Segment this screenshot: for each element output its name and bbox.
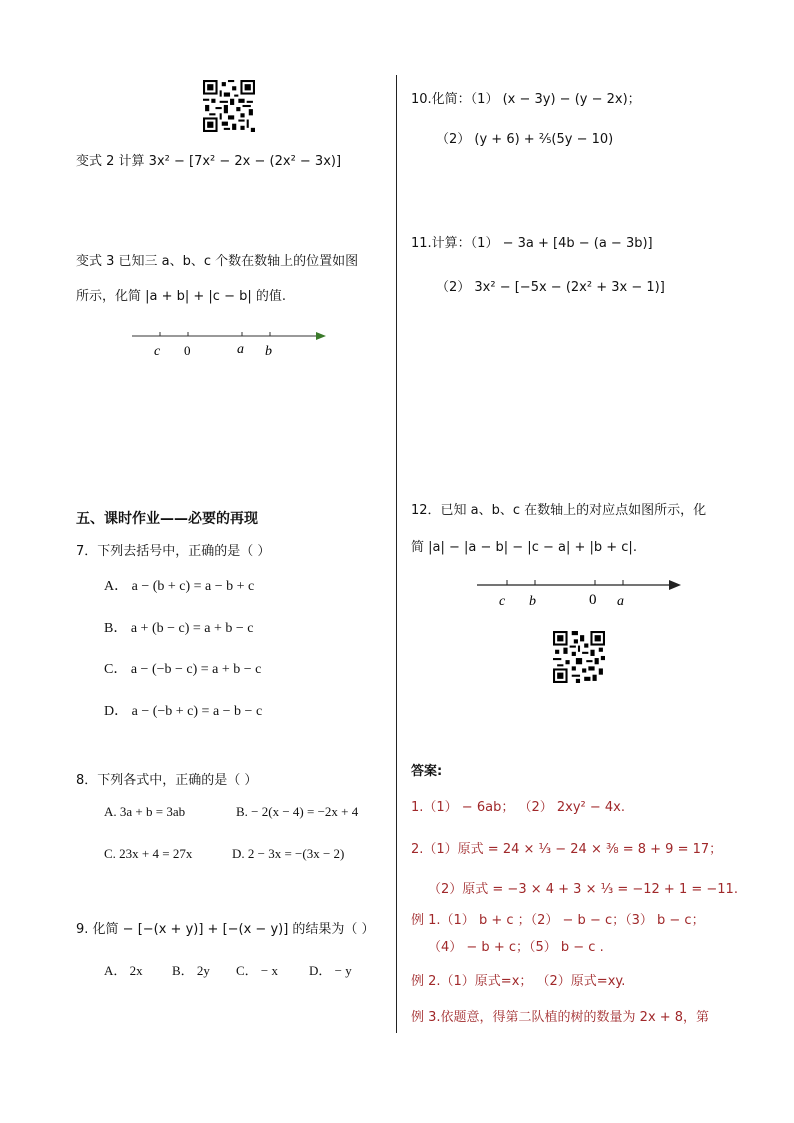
column-divider [396, 75, 397, 1033]
q12-line1: 12．已知 a、b、c 在数轴上的对应点如图所示，化 [411, 503, 707, 518]
q7-option-a: A． a − (b + c) = a − b + c [104, 579, 255, 594]
nl2-label-a: a [617, 594, 624, 609]
answer-1: 1.（1） − 6ab； （2） 2xy² − 4x. [411, 800, 625, 815]
q7-option-c: C． a − (−b − c) = a + b − c [104, 662, 262, 677]
q8-option-b: B. − 2(x − 4) = −2x + 4 [236, 804, 359, 819]
q8-stem: 8．下列各式中，正确的是（ ） [76, 773, 258, 788]
variant2-text: 变式 2 计算 3x² − [7x² − 2x − (2x² − 3x)] [76, 154, 342, 169]
qr-code-icon [203, 80, 255, 132]
q9-option-d: D． − y [309, 963, 352, 978]
variant3-line2: 所示，化简 |a + b| + |c − b| 的值. [76, 289, 287, 304]
q7-option-d: D． a − (−b + c) = a − b − c [104, 704, 263, 719]
number-line-1 [130, 325, 330, 365]
q12-line2: 简 |a| − |a − b| − |c − a| + |b + c|. [411, 540, 637, 555]
q9-option-c: C． − x [236, 963, 279, 978]
q8-option-c: C. 23x + 4 = 27x [104, 846, 193, 861]
nl2-label-c: c [499, 594, 506, 609]
q10-part2: （2） (y + 6) + ⅖(5y − 10) [436, 132, 614, 147]
number-line-2 [475, 575, 685, 615]
answer-2-part1: 2.（1）原式 = 24 × ⅓ − 24 × ⅜ = 8 + 9 = 17； [411, 842, 723, 857]
nl2-label-0: 0 [589, 592, 597, 608]
q9-option-a: A． 2x [104, 963, 143, 978]
q10-part1: 10.化简：（1） (x − 3y) − (y − 2x)； [411, 92, 641, 107]
variant3-line1: 变式 3 已知三 a、b、c 个数在数轴上的位置如图 [76, 254, 359, 269]
arrow-icon [316, 332, 326, 340]
example-3: 例 3.依题意，得第二队植的树的数量为 2x + 8，第 [411, 1010, 710, 1025]
q7-option-b: B． a + (b − c) = a + b − c [104, 621, 254, 636]
qr-code-icon [553, 631, 605, 683]
section-title: 五、课时作业——必要的再现 [76, 511, 258, 527]
example-2: 例 2.（1）原式=x； （2）原式=xy. [411, 974, 626, 989]
q7-stem: 7．下列去括号中，正确的是（ ） [76, 544, 271, 559]
q9-option-b: B． 2y [172, 963, 210, 978]
q11-part2: （2） 3x² − [−5x − (2x² + 3x − 1)] [436, 280, 665, 295]
example-1-line2: （4） − b + c；（5） b − c . [428, 940, 604, 955]
nl1-label-a: a [237, 342, 244, 357]
nl2-label-b: b [529, 594, 536, 609]
nl1-label-c: c [154, 344, 161, 359]
nl1-label-b: b [265, 344, 272, 359]
q11-part1: 11.计算：（1） − 3a + [4b − (a − 3b)] [411, 236, 653, 251]
q8-option-a: A. 3a + b = 3ab [104, 804, 186, 819]
q8-option-d: D. 2 − 3x = −(3x − 2) [232, 846, 345, 861]
answers-title: 答案: [411, 764, 443, 779]
answer-2-part2: （2）原式 = −3 × 4 + 3 × ⅓ = −12 + 1 = −11. [428, 882, 738, 897]
example-1-line1: 例 1.（1） b + c ；（2） − b − c；（3） b − c； [411, 913, 705, 928]
arrow-icon [669, 580, 681, 590]
nl1-label-0: 0 [184, 343, 191, 358]
q9-stem: 9. 化简 − [−(x + y)] + [−(x − y)] 的结果为（ ） [76, 922, 375, 937]
